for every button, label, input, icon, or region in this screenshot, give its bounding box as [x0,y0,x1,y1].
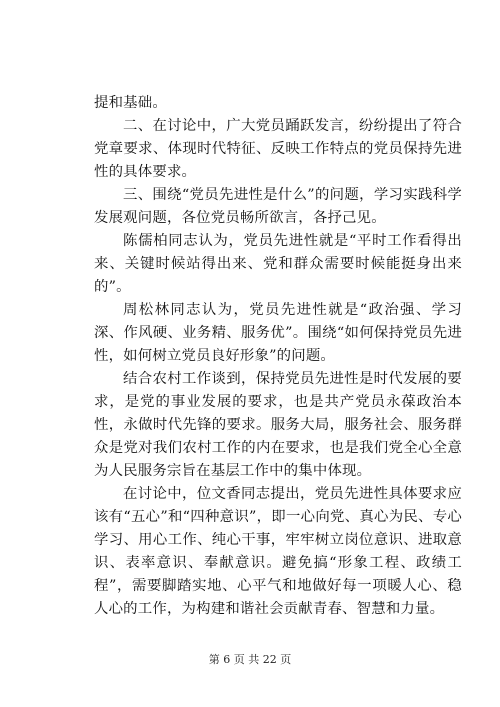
paragraph-1: 提和基础。 [94,95,167,111]
page-number-label: 第 6 页 共 22 页 [208,653,292,666]
paragraph-7: 在讨论中，位文香同志提出，党员先进性具体要求应该有“五心”和“四种意识”，即一心向党、真心为民、专心学习、用心工作、纯心干事，牢牢树立岗位意识、进取意识、表率意识、奉献意识。避免搞“形象工程、政绩工程”，需要脚踏实地、心平气和地做好每一项暖人心、稳人心的工作，为构建和谐社会贡献青春、智慧和力量。 [94,486,462,617]
document-body [94,92,462,621]
paragraph-6: 结合农村工作谈到，保持党员先进性是时代发展的要求，是党的事业发展的要求，也是共产党员永葆政治本性，永做时代先锋的要求。服务大局，服务社会、服务群众是党对我们农村工作的内在要求，也是我们党全心全意为人民服务宗旨在基层工作中的集中体现。 [94,371,462,479]
page-footer [0,651,500,667]
paragraph-4: 陈儒柏同志认为，党员先进性就是“平时工作看得出来、关键时候站得出来、党和群众需要时候能挺身出来的”。 [94,233,462,295]
paragraph-5: 周松林同志认为，党员先进性就是“政治强、学习深、作风硬、业务精、服务优”。围绕“如何保持党员先进性，如何树立党员良好形象”的问题。 [94,302,462,364]
paragraph-2: 二、在讨论中，广大党员踊跃发言，纷纷提出了符合党章要求、体现时代特征、反映工作特点的党员保持先进性的具体要求。 [94,118,462,180]
paragraph-3: 三、围绕“党员先进性是什么”的问题，学习实践科学发展观问题，各位党员畅所欲言，各抒己见。 [94,187,462,226]
